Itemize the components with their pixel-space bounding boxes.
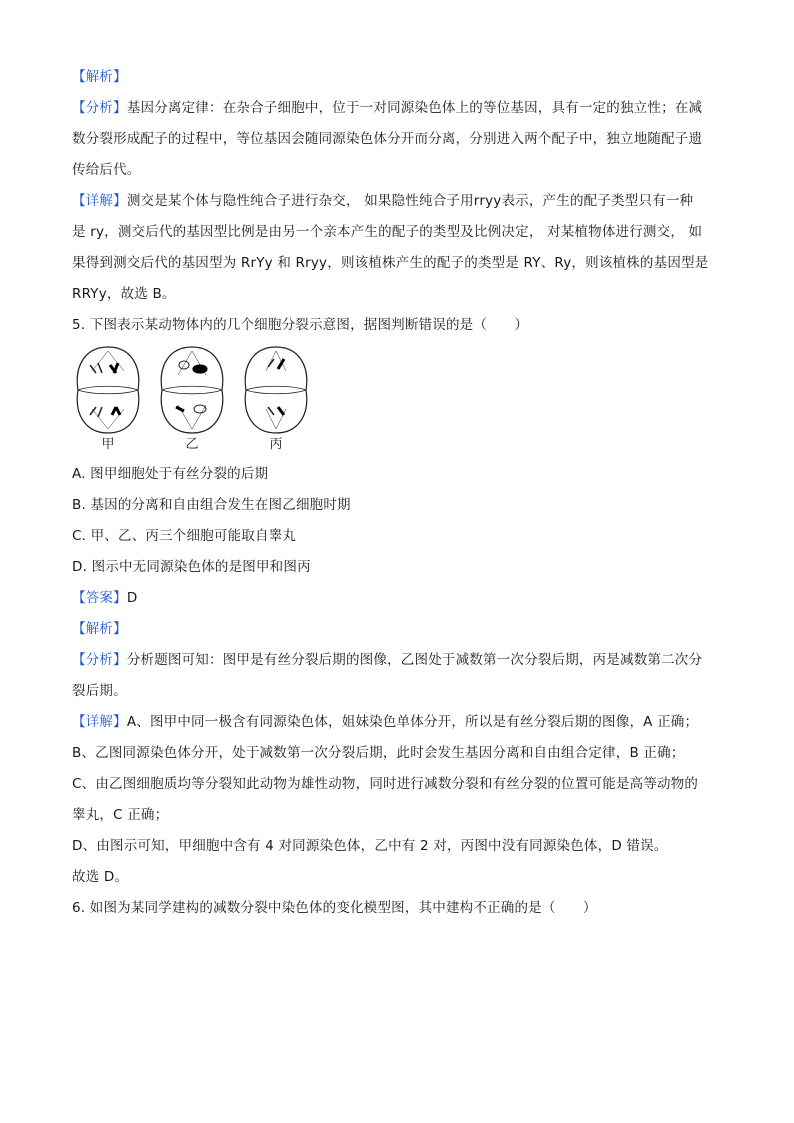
q5-fenxi-line: [72, 645, 722, 676]
q4-xiangjie-text-1: 测交是某个体与隐性纯合子进行杂交， 如果隐性纯合子用rryy表示，产生的配子类型只有一种: [126, 193, 694, 209]
q5-fenxi-text-2: 裂后期。: [72, 683, 127, 699]
q5-conclusion: 故选 D。: [72, 869, 129, 885]
q4-jiexi-heading: 【解析】: [72, 69, 127, 85]
q4-fenxi-text-1: 基因分离定律：在杂合子细胞中，位于一对同源染色体上的等位基因，具有一定的独立性；在减: [126, 100, 703, 116]
document-page: [72, 62, 722, 924]
q4-xiangjie-tag: 【详解】: [72, 193, 127, 209]
q5-answer-line: [72, 583, 722, 614]
q4-fenxi-text-3: 传给后代。: [72, 162, 141, 178]
q4-xiangjie-text-4: RRYy，故选 B。: [72, 286, 176, 302]
q5-answer-tag: 【答案】: [72, 590, 127, 606]
q5-fenxi-tag: 【分析】: [72, 652, 127, 668]
q5-option-a: A. 图甲细胞处于有丝分裂的后期: [72, 466, 269, 482]
q4-xiangjie-text-3: 果得到测交后代的基因型为 RrYy 和 Rryy，则该植株产生的配子的类型是 RY、Ry，则该植株的基因型是: [72, 255, 709, 271]
q5-option-d: D. 图示中无同源染色体的是图甲和图丙: [72, 559, 311, 575]
figure-label-yi: 乙: [185, 437, 199, 452]
q5-xiangjie-text-4: 睾丸，C 正确；: [72, 807, 169, 823]
cell-division-figure: [72, 345, 722, 453]
figure-label-jia: 甲: [101, 437, 115, 452]
q5-stem: 5. 下图表示某动物体内的几个细胞分裂示意图，据图判断错误的是（ ）: [72, 317, 529, 333]
q5-xiangjie-text-3: C、由乙图细胞质均等分裂知此动物为雄性动物，同时进行减数分裂和有丝分裂的位置可能是高等动物的: [72, 776, 699, 792]
q5-xiangjie-tag: 【详解】: [72, 714, 127, 730]
figure-label-bing: 丙: [269, 437, 283, 452]
q5-option-c: C. 甲、乙、丙三个细胞可能取自睾丸: [72, 528, 297, 544]
q4-fenxi-text-2: 数分裂形成配子的过程中，等位基因会随同源染色体分开而分离，分别进入两个配子中，独立地随配子遗: [72, 131, 703, 147]
cell-yi: [161, 347, 223, 433]
q5-xiangjie-text-2: B、乙图同源染色体分开，处于减数第一次分裂后期，此时会发生基因分离和自由组合定律，B 正确；: [72, 745, 685, 761]
cell-jia: [77, 347, 139, 433]
q5-fenxi-text-1: 分析题图可知：图甲是有丝分裂后期的图像，乙图处于减数第一次分裂后期，丙是减数第二次分: [126, 652, 703, 668]
q4-xiangjie-line: [72, 186, 722, 217]
cell-bing: [245, 347, 307, 433]
q6-stem: 6. 如图为某同学建构的减数分裂中染色体的变化模型图，其中建构不正确的是（ ）: [72, 900, 597, 916]
q5-option-b: B. 基因的分离和自由组合发生在图乙细胞时期: [72, 497, 351, 513]
q5-xiangjie-text-5: D、由图示可知，甲细胞中含有 4 对同源染色体，乙中有 2 对，丙图中没有同源染色体，D 错误。: [72, 838, 668, 854]
q4-fenxi-tag: 【分析】: [72, 100, 127, 116]
q4-xiangjie-text-2: 是 ry，测交后代的基因型比例是由另一个亲本产生的配子的类型及比例决定， 对某植物体进行测交， 如: [72, 224, 703, 240]
q5-xiangjie-text-1: A、图甲中同一极含有同源染色体，姐妹染色单体分开，所以是有丝分裂后期的图像，A 正确；: [126, 714, 699, 730]
cell-division-diagram: [72, 345, 312, 435]
q4-fenxi-line: [72, 93, 722, 124]
q5-jiexi-heading: 【解析】: [72, 621, 127, 637]
q5-answer-value: D: [126, 590, 138, 606]
q5-xiangjie-line: [72, 707, 722, 738]
